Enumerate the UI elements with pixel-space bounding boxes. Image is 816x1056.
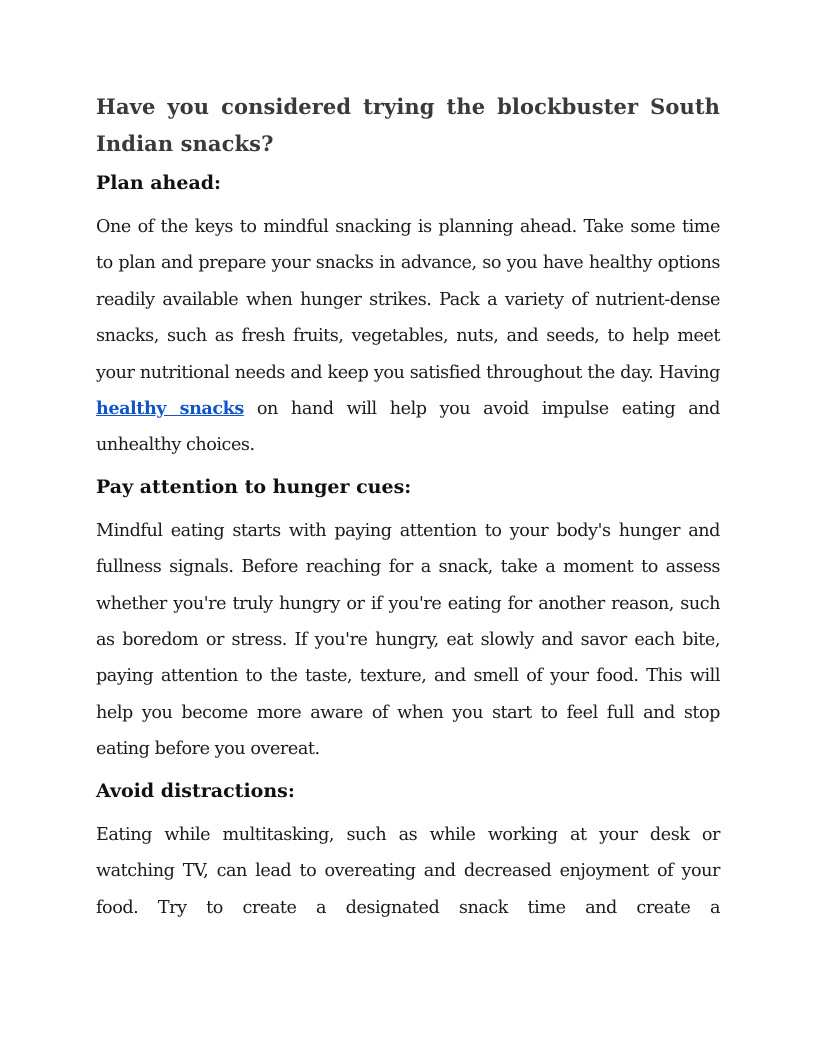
healthy-snacks-link[interactable]: healthy snacks [96, 398, 244, 420]
section-heading-plan-ahead: Plan ahead: [96, 172, 222, 194]
section-heading-avoid-distractions: Avoid distractions: [96, 779, 295, 802]
section-avoid-distractions [96, 776, 720, 926]
paragraph-text: One of the keys to mindful snacking is planning ahead. Take some time to plan and prepare your snacks in advance, so you have healthy options readily available when hunger strikes. Pack a variety of nutrient-dense snacks, such as fresh fruits, vegetables, nuts, and seeds, to help meet your nutritional needs and keep you satisfied throughout the day. Having [96, 217, 720, 383]
document-title: Have you considered trying the blockbuster South Indian snacks? [96, 94, 720, 156]
section-paragraph-avoid-distractions: Eating while multitasking, such as while working at your desk or watching TV, can lead to overeating and decreased enjoyment of your food. Try to create a designated snack time and create a [96, 824, 720, 918]
section-paragraph-hunger-cues: Mindful eating starts with paying attention to your body's hunger and fullness signals. Before reaching for a snack, take a moment to assess whether you're truly hungry or if you're eating for another reason, such as boredom or stress. If you're hungry, eat slowly and savor each bite, paying attention to the taste, texture, and smell of your food. This will help you become more aware of when you start to feel full and stop eating before you overeat. [96, 520, 720, 760]
document-page [96, 88, 720, 934]
paragraph-text: on hand will help you avoid impulse eating and unhealthy choices. [96, 399, 720, 456]
section-heading-hunger-cues: Pay attention to hunger cues: [96, 475, 412, 498]
section-paragraph-plan-ahead [96, 209, 720, 464]
section-hunger-cues [96, 472, 720, 768]
section-plan-ahead [96, 168, 720, 464]
